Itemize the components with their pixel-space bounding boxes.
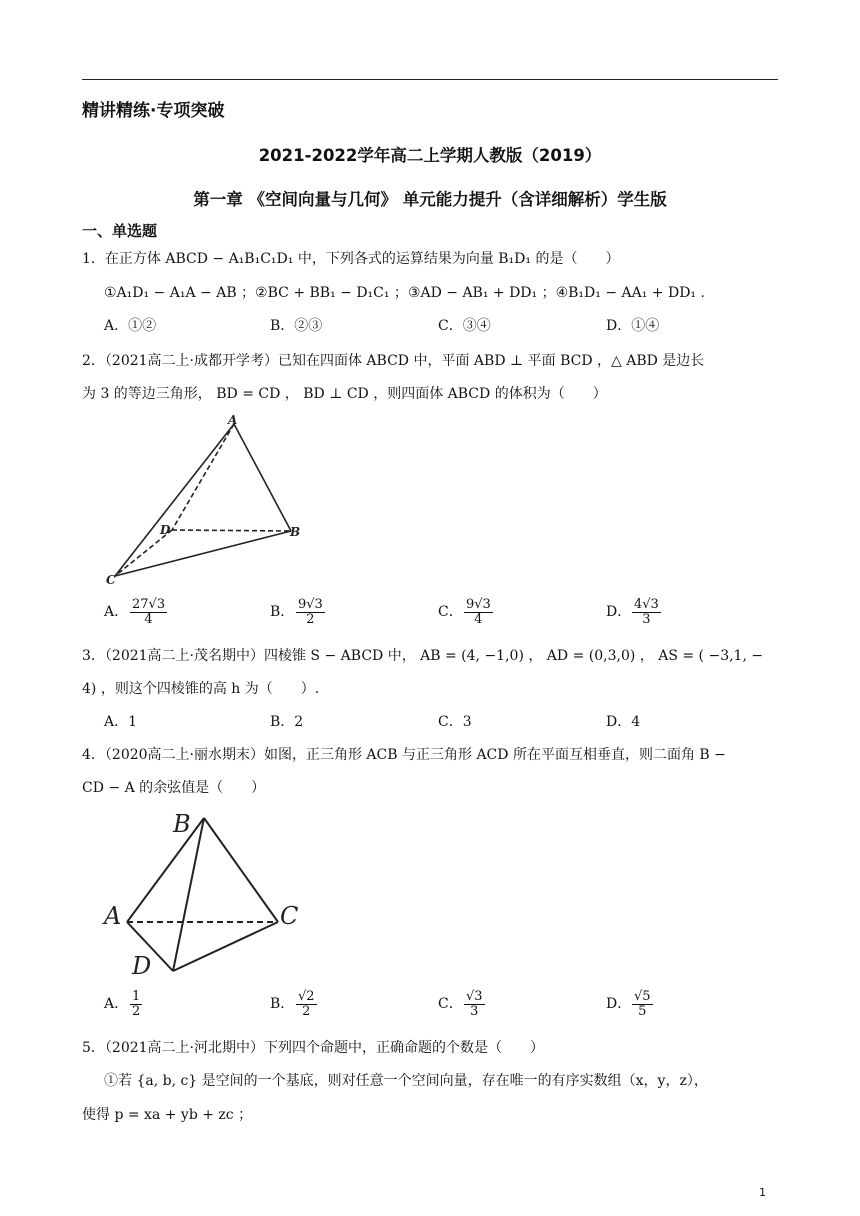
page-number: 1 xyxy=(759,1186,766,1199)
tetrahedron-figure-q4 xyxy=(100,806,310,981)
numerator: √5 xyxy=(634,989,651,1004)
numerator: 4√3 xyxy=(634,597,659,612)
q3-options xyxy=(104,711,784,737)
q2-option-a[interactable] xyxy=(104,598,167,626)
denominator: 2 xyxy=(306,611,315,627)
header-rule xyxy=(82,79,778,80)
q4-option-a-label: A． xyxy=(104,996,129,1013)
q2-option-b[interactable] xyxy=(270,598,325,626)
section-heading: 一、单选题 xyxy=(82,222,158,240)
q2-option-d-label: D． xyxy=(606,604,632,621)
q5-item1-line-1: ①若 {a, b, c} 是空间的一个基底，则对任意一个空间向量，存在唯一的有序实数组（x，y，z）， xyxy=(104,1073,708,1089)
q3-stem-line-1: 3．（2021高二上·茂名期中）四棱锥 S − ABCD 中， AB = (4, −1,0) ， AD = (0,3,0) ， AS = ( −3,1, − xyxy=(82,648,764,664)
denominator: 3 xyxy=(470,1003,479,1019)
q4-option-c-label: C． xyxy=(438,996,463,1013)
q5-stem: 5．（2021高二上·河北期中）下列四个命题中，正确命题的个数是（ ） xyxy=(82,1040,544,1056)
denominator: 5 xyxy=(638,1003,647,1019)
q4-stem-line-2: CD − A 的余弦值是（ ） xyxy=(82,780,266,796)
q2-option-b-fraction xyxy=(296,598,325,626)
q4-label-a: A xyxy=(104,902,122,930)
q1-options xyxy=(104,315,784,341)
q3-option-a[interactable]: A．1 xyxy=(104,714,138,730)
denominator: 4 xyxy=(144,611,153,627)
q4-option-d-fraction xyxy=(632,990,653,1018)
q2-option-c-fraction xyxy=(464,598,493,626)
numerator: √3 xyxy=(466,989,483,1004)
q1-stem: 1．在正方体 ABCD − A₁B₁C₁D₁ 中，下列各式的运算结果为向量 B₁D₁ 的是（ ） xyxy=(82,251,620,267)
q2-option-b-label: B． xyxy=(270,604,295,621)
q2-option-c[interactable] xyxy=(438,598,493,626)
numerator: 1 xyxy=(132,989,141,1004)
q3-option-c[interactable]: C．3 xyxy=(438,714,472,730)
q2-label-b: B xyxy=(290,525,301,539)
q2-stem-line-1: 2．（2021高二上·成都开学考）已知在四面体 ABCD 中，平面 ABD ⊥ 平面 BCD ，△ ABD 是边长 xyxy=(82,353,705,369)
q4-option-b-fraction xyxy=(296,990,317,1018)
q4-label-c: C xyxy=(280,902,299,930)
q1-option-c[interactable]: C．③④ xyxy=(438,318,491,334)
q4-option-c[interactable] xyxy=(438,990,485,1018)
q4-option-d[interactable] xyxy=(606,990,653,1018)
denominator: 2 xyxy=(302,1003,311,1019)
denominator: 3 xyxy=(642,611,651,627)
q2-option-a-label: A． xyxy=(104,604,129,621)
q1-option-a[interactable]: A．①② xyxy=(104,318,157,334)
q2-stem-line-2: 为 3 的等边三角形， BD = CD ， BD ⊥ CD ，则四面体 ABCD 的体积为（ ） xyxy=(82,386,607,402)
q3-stem-line-2: 4) ，则这个四棱锥的高 h 为（ ）. xyxy=(82,681,320,697)
q4-option-d-label: D． xyxy=(606,996,632,1013)
q2-options xyxy=(104,598,784,632)
q4-option-a-fraction xyxy=(130,990,142,1018)
tetrahedron-figure-q2 xyxy=(100,412,310,587)
numerator: √2 xyxy=(298,989,315,1004)
q2-option-a-fraction xyxy=(130,598,167,626)
numerator: 27√3 xyxy=(132,597,166,612)
q3-option-d[interactable]: D．4 xyxy=(606,714,641,730)
denominator: 4 xyxy=(474,611,483,627)
q1-option-b[interactable]: B．②③ xyxy=(270,318,323,334)
q1-option-d[interactable]: D．①④ xyxy=(606,318,660,334)
q1-items: ①A₁D₁ − A₁A − AB ；②BC + BB₁ − D₁C₁ ；③AD − AB₁ + DD₁ ；④B₁D₁ − AA₁ + DD₁ . xyxy=(104,285,705,301)
q5-item1-line-2: 使得 p = xa + yb + zc ； xyxy=(82,1107,253,1123)
q2-label-d: D xyxy=(160,523,171,537)
q4-option-b[interactable] xyxy=(270,990,317,1018)
q4-option-c-fraction xyxy=(464,990,485,1018)
brand-title: 精讲精练·专项突破 xyxy=(82,101,225,121)
title-line-1: 2021-2022学年高二上学期人教版（2019） xyxy=(258,146,602,165)
q2-option-d-fraction xyxy=(632,598,661,626)
q2-label-a: A xyxy=(228,413,238,427)
q4-option-a[interactable] xyxy=(104,990,142,1018)
numerator: 9√3 xyxy=(466,597,491,612)
q2-label-c: C xyxy=(106,573,116,587)
numerator: 9√3 xyxy=(298,597,323,612)
q4-option-b-label: B． xyxy=(270,996,295,1013)
q2-option-d[interactable] xyxy=(606,598,661,626)
q2-option-c-label: C． xyxy=(438,604,463,621)
q4-stem-line-1: 4．（2020高二上·丽水期末）如图，正三角形 ACB 与正三角形 ACD 所在平面互相垂直，则二面角 B − xyxy=(82,747,726,763)
q4-options xyxy=(104,990,784,1024)
q4-label-b: B xyxy=(173,810,191,838)
denominator: 2 xyxy=(132,1003,141,1019)
q3-option-b[interactable]: B．2 xyxy=(270,714,304,730)
title-line-2: 第一章 《空间向量与几何》 单元能力提升（含详细解析）学生版 xyxy=(193,190,667,209)
q4-label-d: D xyxy=(132,952,152,980)
